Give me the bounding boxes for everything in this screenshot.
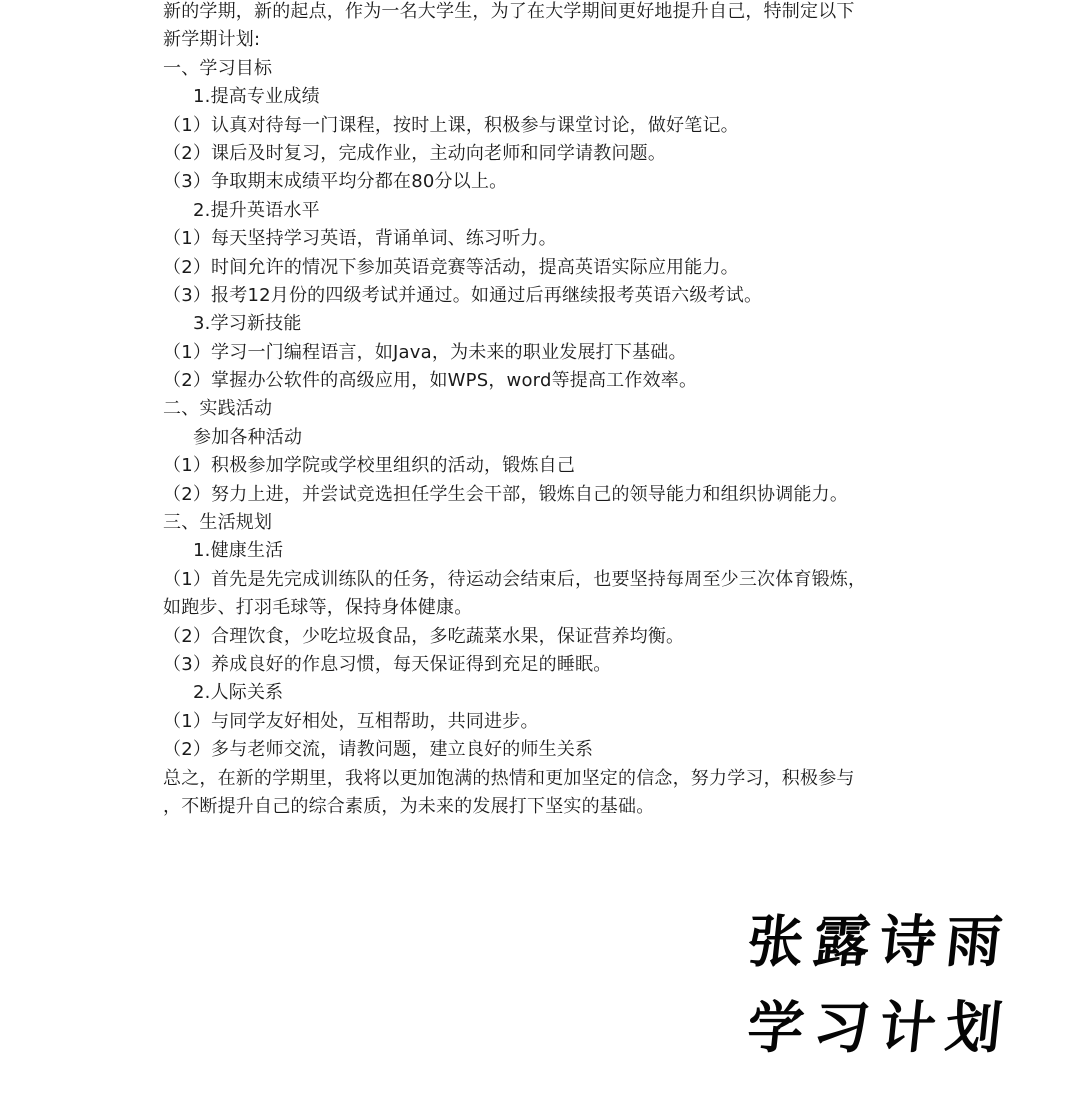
subheading-improve-grades: 1.提高专业成绩 <box>193 86 320 108</box>
signature-name: 张露诗雨 <box>744 910 1015 975</box>
section-heading-practice: 二、实践活动 <box>163 398 273 420</box>
list-item: （1）与同学友好相处，互相帮助，共同进步。 <box>163 710 539 732</box>
section-heading-study-goals: 一、学习目标 <box>163 57 273 79</box>
list-item: （3）报考12月份的四级考试并通过。如通过后再继续报考英语六级考试。 <box>163 284 763 306</box>
signature-title: 学习计划 <box>744 996 1015 1061</box>
conclusion-line-2: ，不断提升自己的综合素质，为未来的发展打下坚实的基础。 <box>163 795 655 817</box>
list-item: （1）首先是先完成训练队的任务，待运动会结束后，也要坚持每周至少三次体育锻炼， <box>163 568 867 590</box>
document-body <box>163 0 933 821</box>
list-item: （3）养成良好的作息习惯，每天保证得到充足的睡眠。 <box>163 653 612 675</box>
list-item: （1）学习一门编程语言，如Java，为未来的职业发展打下基础。 <box>163 341 687 363</box>
subheading-relationships: 2.人际关系 <box>193 682 284 704</box>
subheading-improve-english: 2.提升英语水平 <box>193 199 320 221</box>
list-item: （1）积极参加学院或学校里组织的活动，锻炼自己 <box>163 455 576 477</box>
list-item: （1）认真对待每一门课程，按时上课，积极参与课堂讨论，做好笔记。 <box>163 114 739 136</box>
doc-line-1: 新的学期，新的起点，作为一名大学生，为了在大学期间更好地提升自己，特制定以下 <box>163 1 855 22</box>
subheading-activities: 参加各种活动 <box>193 426 303 448</box>
list-item: （2）合理饮食，少吃垃圾食品，多吃蔬菜水果，保证营养均衡。 <box>163 625 685 647</box>
list-item: （3）争取期末成绩平均分都在80分以上。 <box>163 171 508 193</box>
section-heading-life-plan: 三、生活规划 <box>163 512 273 534</box>
doc-line-2: 新学期计划: <box>163 29 261 51</box>
list-item: （2）努力上进，并尝试竞选担任学生会干部，锻炼自己的领导能力和组织协调能力。 <box>163 483 849 505</box>
list-item: （1）每天坚持学习英语，背诵单词、练习听力。 <box>163 228 557 250</box>
subheading-new-skills: 3.学习新技能 <box>193 313 302 335</box>
list-item: （2）课后及时复习，完成作业，主动向老师和同学请教问题。 <box>163 142 667 164</box>
list-item: （2）时间允许的情况下参加英语竞赛等活动，提高英语实际应用能力。 <box>163 256 739 278</box>
list-item: （2）多与老师交流，请教问题，建立良好的师生关系 <box>163 739 594 761</box>
conclusion-line-1: 总之，在新的学期里，我将以更加饱满的热情和更加坚定的信念，努力学习，积极参与 <box>163 767 855 789</box>
subheading-healthy-life: 1.健康生活 <box>193 540 284 562</box>
list-item: （2）掌握办公软件的高级应用，如WPS，word等提高工作效率。 <box>163 370 698 392</box>
list-item-continuation: 如跑步、打羽毛球等，保持身体健康。 <box>163 597 473 619</box>
